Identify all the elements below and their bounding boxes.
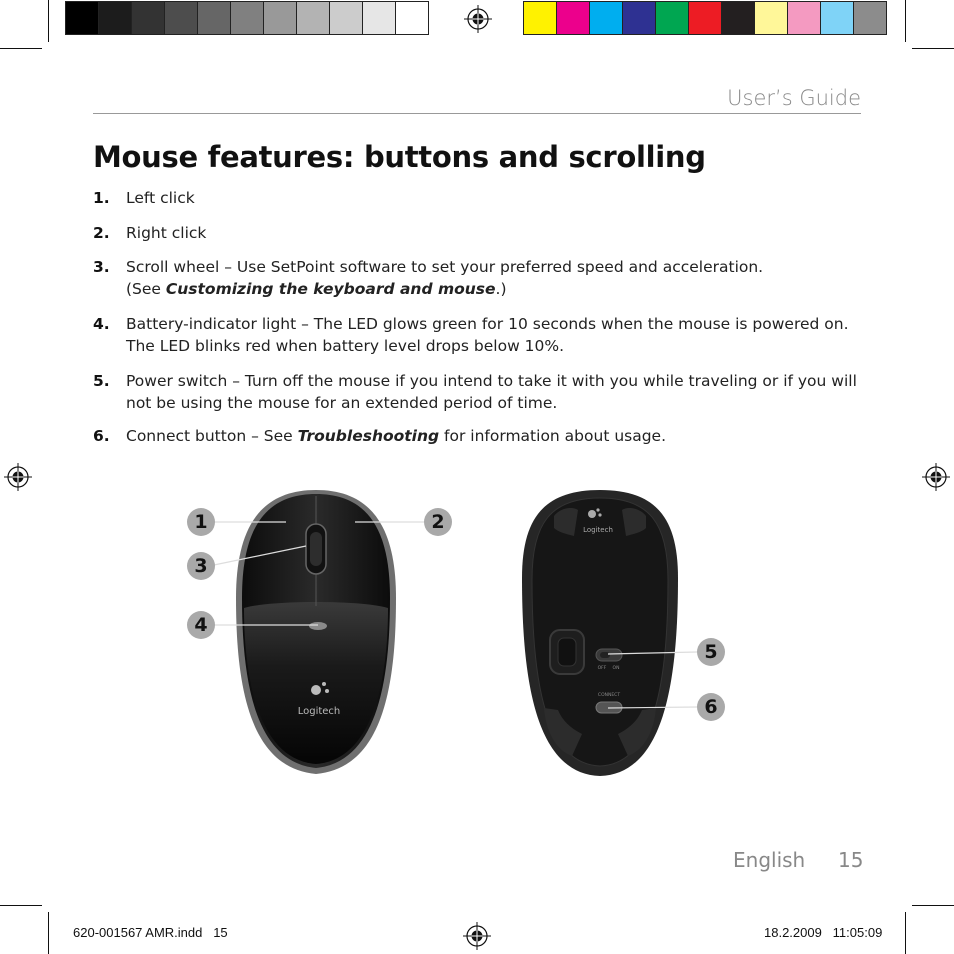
callout-3: 3 xyxy=(187,552,215,580)
item-number: 4. xyxy=(93,315,110,333)
item-text: Scroll wheel – Use SetPoint software to set your preferred speed and acceleration. xyxy=(126,258,764,276)
page-title: Mouse features: buttons and scrolling xyxy=(93,140,706,174)
switch-off-label: OFF xyxy=(597,666,607,671)
slug-file-info: 620-001567 AMR.indd 15 xyxy=(73,925,228,940)
item-text-line2: (See Customizing the keyboard and mouse.) xyxy=(126,280,507,298)
callout-6: 6 xyxy=(697,693,725,721)
item-number: 1. xyxy=(93,189,110,207)
item-text: Left click xyxy=(126,189,195,207)
cross-reference-link: Customizing the keyboard and mouse xyxy=(165,280,496,298)
cross-reference-link: Troubleshooting xyxy=(297,427,440,445)
callout-5: 5 xyxy=(697,638,725,666)
item-number: 2. xyxy=(93,224,110,242)
switch-on-label: ON xyxy=(612,666,620,671)
running-header: User’s Guide xyxy=(727,86,861,110)
callout-2: 2 xyxy=(424,508,452,536)
brand-logo-text: Logitech xyxy=(583,526,613,534)
item-number: 6. xyxy=(93,427,110,445)
connect-label: CONNECT xyxy=(597,693,621,698)
item-text: Right click xyxy=(126,224,207,242)
item-text-line2: not be using the mouse for an extended period of time. xyxy=(126,394,558,412)
item-text-line2: The LED blinks red when battery level drops below 10%. xyxy=(126,337,565,355)
slug-timestamp: 18.2.2009 11:05:09 xyxy=(764,925,883,940)
callout-1: 1 xyxy=(187,508,215,536)
item-number: 5. xyxy=(93,372,110,390)
footer-language: English xyxy=(733,848,806,872)
page-number: 15 xyxy=(838,848,864,872)
item-text: Power switch – Turn off the mouse if you intend to take it with you while traveling or if you will xyxy=(126,372,857,390)
item-text: Connect button – See Troubleshooting for information about usage. xyxy=(126,427,667,445)
item-number: 3. xyxy=(93,258,110,276)
callout-4: 4 xyxy=(187,611,215,639)
item-text: Battery-indicator light – The LED glows green for 10 seconds when the mouse is powered on. xyxy=(126,315,849,333)
brand-logo-text: Logitech xyxy=(297,706,341,717)
